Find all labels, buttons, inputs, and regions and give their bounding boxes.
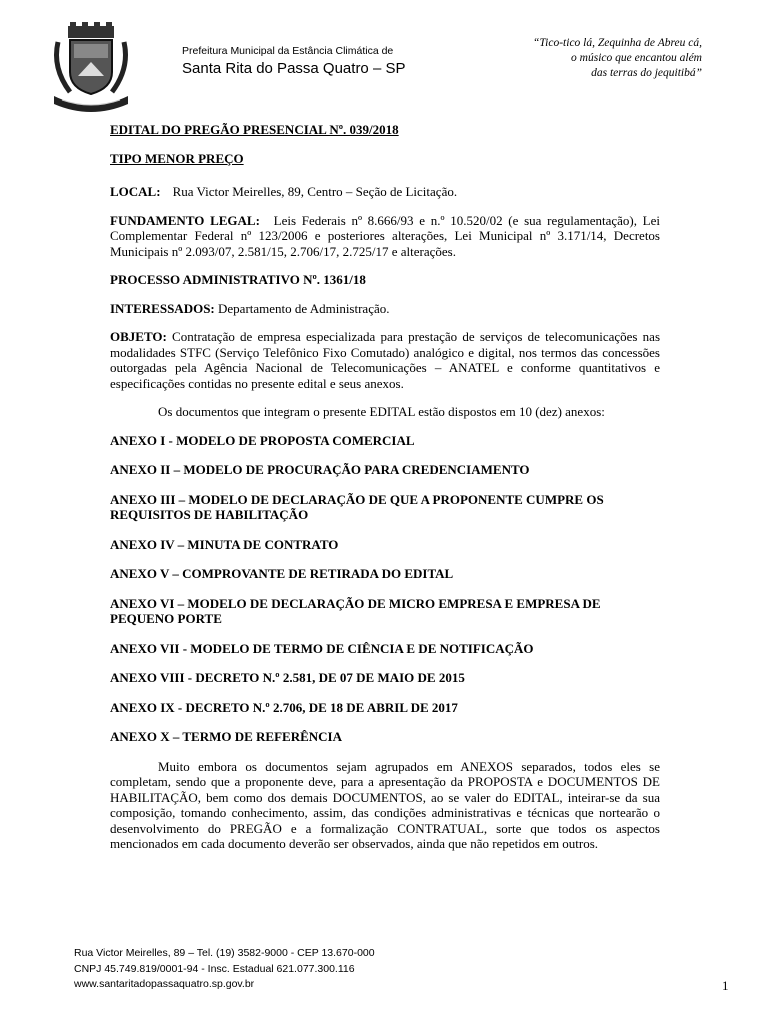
footer-address: Rua Victor Meirelles, 89 – Tel. (19) 3582-9000 - CEP 13.670-000 xyxy=(74,947,375,959)
objeto-label: OBJETO: xyxy=(110,329,167,344)
annex-item: ANEXO III – MODELO DE DECLARAÇÃO DE QUE A PROPONENTE CUMPRE OS REQUISITOS DE HABILITAÇÃO xyxy=(110,491,604,522)
local-text: Rua Victor Meirelles, 89, Centro – Seção de Licitação. xyxy=(172,184,458,199)
annex-item: ANEXO IX - DECRETO N.º 2.706, DE 18 DE ABRIL DE 2017 xyxy=(110,699,458,715)
header-municipality-line: Prefeitura Municipal da Estância Climática de xyxy=(182,45,394,57)
local-label: LOCAL: xyxy=(110,184,161,199)
fundamento-paragraph xyxy=(110,213,660,260)
footer-website-link[interactable]: www.santaritadopassaquatro.sp.gov.br xyxy=(74,978,255,990)
objeto-paragraph xyxy=(110,329,660,391)
annex-item: ANEXO VIII - DECRETO N.º 2.581, DE 07 DE MAIO DE 2015 xyxy=(110,670,465,685)
processo-line: PROCESSO ADMINISTRATIVO Nº. 1361/18 xyxy=(110,272,366,287)
annex-item: ANEXO II – MODELO DE PROCURAÇÃO PARA CREDENCIAMENTO xyxy=(110,462,530,477)
quote-line: das terras do jequitibá” xyxy=(591,67,702,79)
interessados-paragraph xyxy=(110,301,660,317)
document-body xyxy=(110,122,660,865)
fundamento-label: FUNDAMENTO LEGAL: xyxy=(110,212,260,228)
interessados-label: INTERESSADOS: xyxy=(110,300,215,316)
annex-item: ANEXO X – TERMO DE REFERÊNCIA xyxy=(110,729,342,744)
annex-item: ANEXO I - MODELO DE PROPOSTA COMERCIAL xyxy=(110,432,415,448)
quote-line: o músico que encantou além xyxy=(571,52,702,64)
document-title: EDITAL DO PREGÃO PRESENCIAL Nº. 039/2018 xyxy=(110,122,399,137)
local-paragraph xyxy=(110,184,660,200)
annex-item: ANEXO VII - MODELO DE TERMO DE CIÊNCIA E DE NOTIFICAÇÃO xyxy=(110,640,534,656)
quote-line: “Tico-tico lá, Zequinha de Abreu cá, xyxy=(533,37,702,49)
annex-intro: Os documentos que integram o presente EDITAL estão dispostos em 10 (dez) anexos: xyxy=(158,404,605,419)
footer-registration: CNPJ 45.749.819/0001-94 - Insc. Estadual 621.077.300.116 xyxy=(74,962,355,975)
annex-item: ANEXO IV – MINUTA DE CONTRATO xyxy=(110,536,339,552)
objeto-text: Contratação de empresa especializada para prestação de serviços de telecomunicações nas modalidades STFC (Serviço Telefônico Fixo Comutado) analógico e digital, nos termos das concessões outorgadas pela Agência Nacional de Telecomunicações – ANATEL e conforme quantitativos e especificações contidas no presente edital e seus anexos. xyxy=(110,329,661,391)
interessados-text: Departamento de Administração. xyxy=(218,300,390,316)
fundamento-text: Leis Federais nº 8.666/93 e n.º 10.520/02 (e sua regulamentação), Lei Complementar Federal nº 123/2006 e posteriores alterações, Lei Municipal nº 3.171/14, Decretos Municipais nº 2.093/07, 2.581/15, 2.706/17, 2.725/17 e alterações. xyxy=(110,212,660,259)
document-subtitle: TIPO MENOR PREÇO xyxy=(110,150,244,166)
header-city-name: Santa Rita do Passa Quatro – SP xyxy=(182,60,406,77)
header-quote xyxy=(462,36,702,81)
annex-item: ANEXO VI – MODELO DE DECLARAÇÃO DE MICRO EMPRESA E EMPRESA DE PEQUENO PORTE xyxy=(110,595,601,626)
annex-item: ANEXO V – COMPROVANTE DE RETIRADA DO EDITAL xyxy=(110,566,454,581)
closing-paragraph: Muito embora os documentos sejam agrupados em ANEXOS separados, todos eles se completam, sendo que a proponente deve, para a apresentação da PROPOSTA e DOCUMENTOS DE HABILITAÇÃO, bem como dos demais DOCUMENTOS, ao se valer do EDITAL, inteirar-se da sua composição, tomando conhecimento, assim, das condições administrativas e técnicas que nortearão o desenvolvimento do PREGÃO e a formalização CONTRATUAL, sorte que todos os aspectos mencionados em cada documento deverão ser observados, ainda que não repetidos em outros. xyxy=(110,758,660,851)
municipal-coat-of-arms xyxy=(48,22,134,112)
page-number: 1 xyxy=(722,978,729,993)
page-footer xyxy=(74,946,375,993)
